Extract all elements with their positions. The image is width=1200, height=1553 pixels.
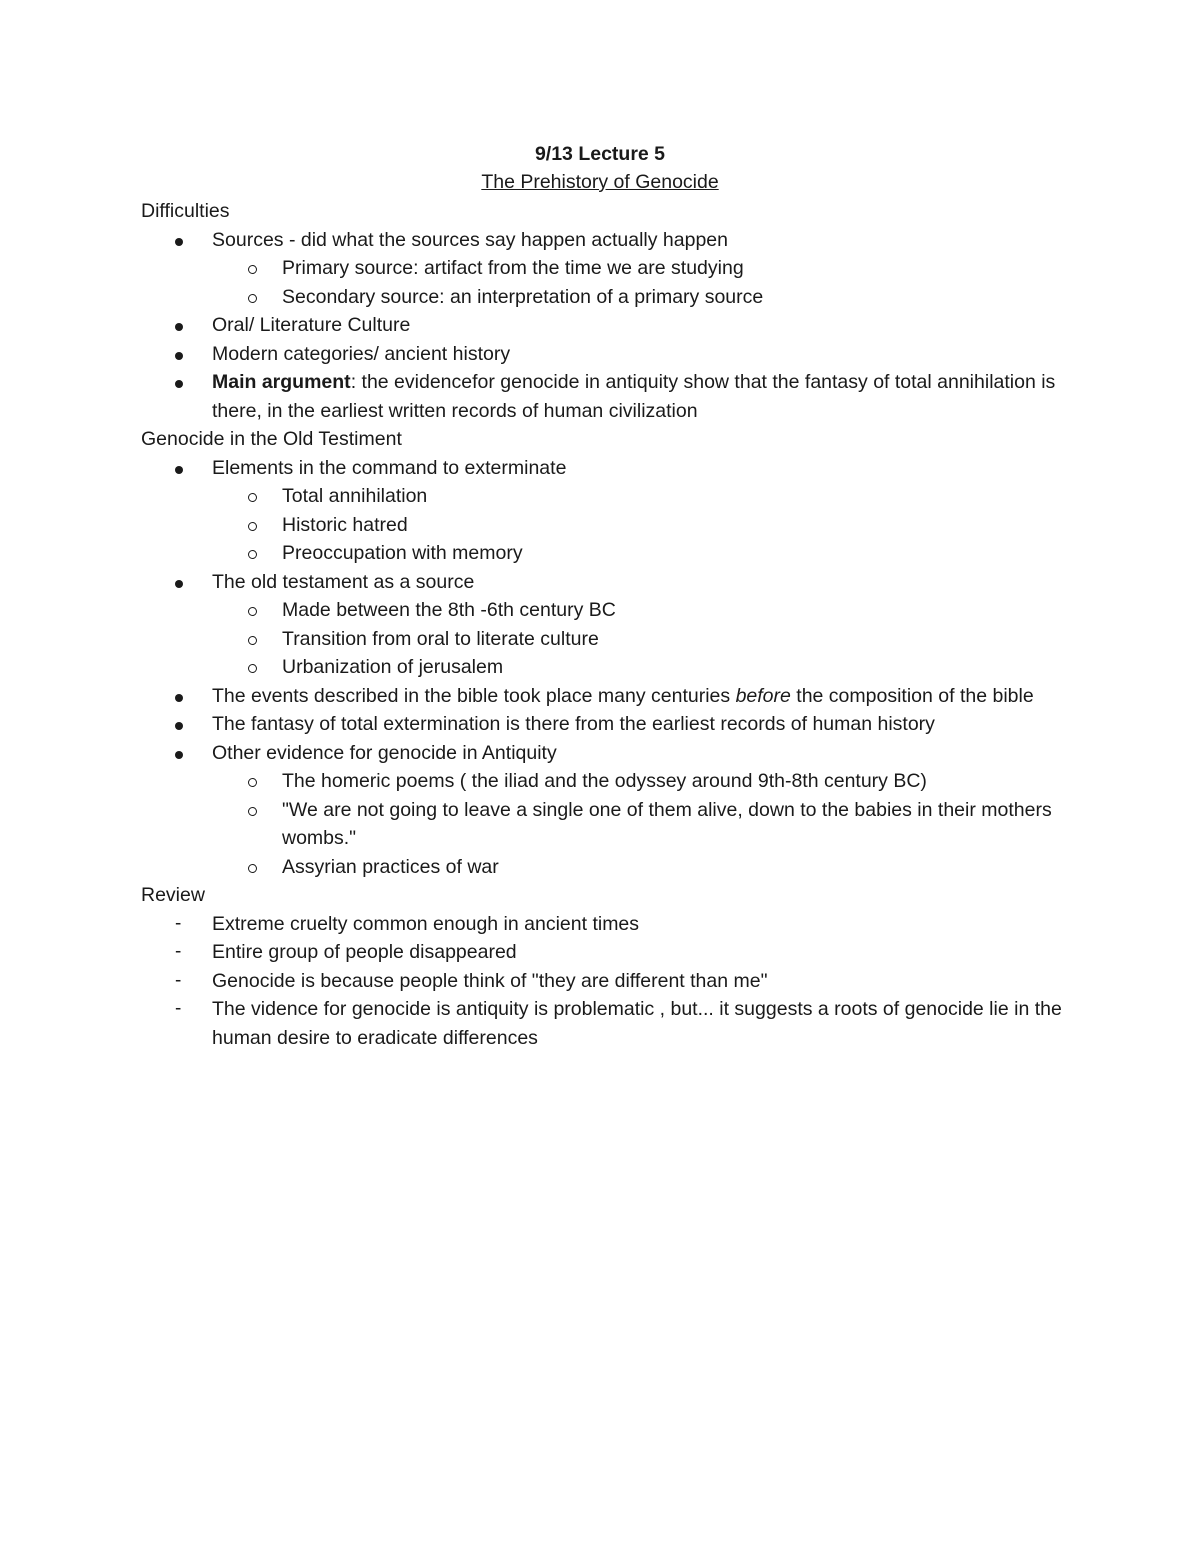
- list-item: Other evidence for genocide in Antiquity: [141, 739, 1071, 768]
- bullet-disc-icon: [175, 710, 183, 739]
- list-item: The homeric poems ( the iliad and the odyssey around 9th-8th century BC): [141, 767, 1071, 796]
- list-item: Assyrian practices of war: [141, 853, 1071, 882]
- list-item: Sources - did what the sources say happen actually happen: [141, 226, 1071, 255]
- page-subtitle: The Prehistory of Genocide: [481, 171, 719, 193]
- section-heading-old-testament: Genocide in the Old Testiment: [141, 428, 402, 450]
- list-item: Historic hatred: [141, 511, 1071, 540]
- list-item: Made between the 8th -6th century BC: [141, 596, 1071, 625]
- list-item: Preoccupation with memory: [141, 539, 1071, 568]
- list-item: Elements in the command to exterminate: [141, 454, 1071, 483]
- bullet-disc-icon: [175, 340, 183, 369]
- list-item: Modern categories/ ancient history: [141, 340, 1071, 369]
- bullet-disc-icon: [175, 311, 183, 340]
- list-item: The old testament as a source: [141, 568, 1071, 597]
- list-item: The fantasy of total extermination is there from the earliest records of human history: [141, 710, 1071, 739]
- bullet-dash-icon: -: [175, 969, 182, 991]
- list-item: Oral/ Literature Culture: [141, 311, 1071, 340]
- bullet-disc-icon: [175, 454, 183, 483]
- list-item: The events described in the bible took place many centuries before the composition of the bible: [141, 682, 1071, 711]
- list-item: - Genocide is because people think of "they are different than me": [141, 967, 1071, 996]
- bullet-disc-icon: [175, 739, 183, 768]
- list-item: Urbanization of jerusalem: [141, 653, 1071, 682]
- list-item-main-argument: Main argument: the evidencefor genocide in antiquity show that the fantasy of total annihilation is there, in the earliest written records of human civilization: [141, 368, 1071, 425]
- bullet-disc-icon: [175, 682, 183, 711]
- bullet-circle-icon: [248, 796, 257, 825]
- bullet-circle-icon: [248, 596, 257, 625]
- page-title: 9/13 Lecture 5: [534, 143, 666, 165]
- bullet-circle-icon: [248, 853, 257, 882]
- difficulties-list: [141, 226, 1071, 426]
- bullet-disc-icon: [175, 226, 183, 255]
- bullet-circle-icon: [248, 482, 257, 511]
- emphasis-before: before: [735, 684, 791, 707]
- list-item: Total annihilation: [141, 482, 1071, 511]
- old-testament-list: [141, 454, 1071, 882]
- bullet-dash-icon: -: [175, 912, 182, 934]
- bullet-circle-icon: [248, 767, 257, 796]
- list-item: - The vidence for genocide is antiquity is problematic , but... it suggests a roots of genocide lie in the human desire to eradicate differences: [141, 995, 1071, 1052]
- notes-body: [141, 197, 1071, 1052]
- list-item: - Entire group of people disappeared: [141, 938, 1071, 967]
- list-item: Transition from oral to literate culture: [141, 625, 1071, 654]
- list-item: Primary source: artifact from the time we are studying: [141, 254, 1071, 283]
- section-heading-review: Review: [141, 884, 205, 906]
- bullet-circle-icon: [248, 625, 257, 654]
- bullet-circle-icon: [248, 254, 257, 283]
- bullet-circle-icon: [248, 511, 257, 540]
- bullet-disc-icon: [175, 368, 183, 397]
- section-heading-difficulties: Difficulties: [141, 200, 230, 222]
- bullet-dash-icon: -: [175, 941, 182, 962]
- bullet-circle-icon: [248, 283, 257, 312]
- bullet-circle-icon: [248, 539, 257, 568]
- list-item: Secondary source: an interpretation of a primary source: [141, 283, 1071, 312]
- main-argument-label: Main argument: [212, 371, 351, 393]
- list-item: - Extreme cruelty common enough in ancient times: [141, 910, 1071, 939]
- bullet-disc-icon: [175, 568, 183, 597]
- list-item: "We are not going to leave a single one of them alive, down to the babies in their mothers wombs.": [141, 796, 1071, 853]
- bullet-circle-icon: [248, 653, 257, 682]
- bullet-dash-icon: -: [175, 998, 182, 1019]
- review-list: [141, 910, 1071, 1053]
